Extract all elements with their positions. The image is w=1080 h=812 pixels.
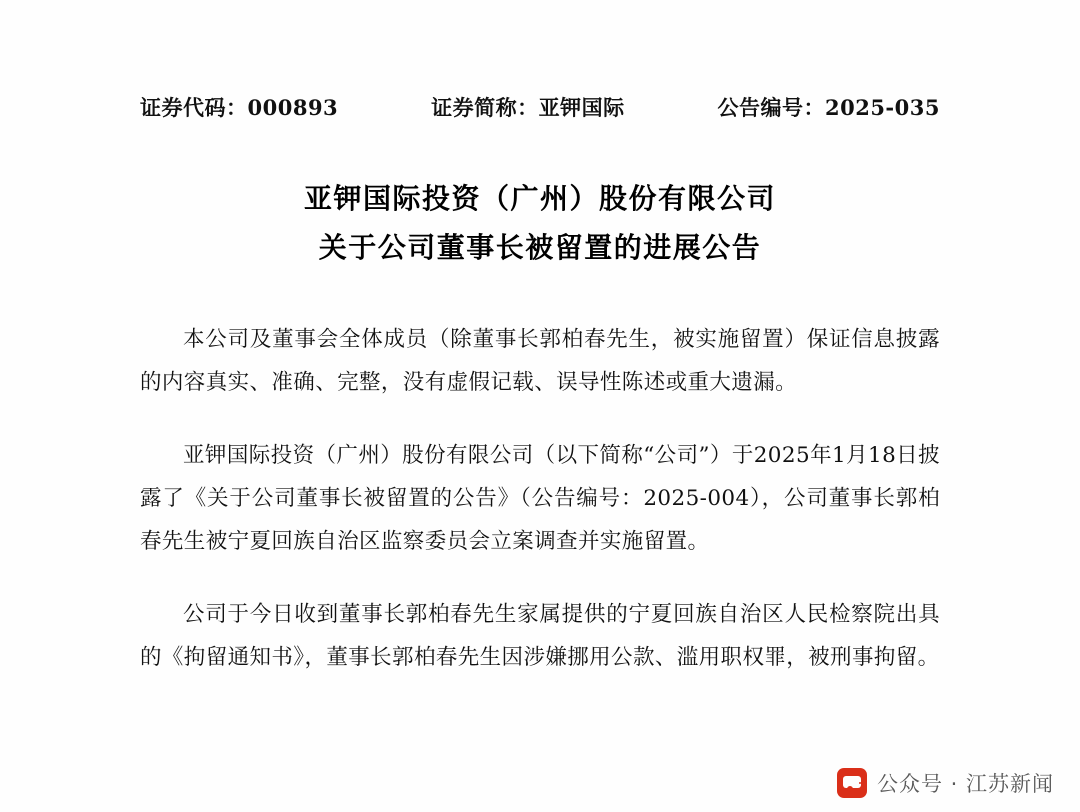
title-line-company: 亚钾国际投资（广州）股份有限公司	[303, 182, 776, 215]
document-header	[140, 0, 940, 122]
paragraph-disclaimer: 本公司及董事会全体成员（除董事长郭柏春先生，被实施留置）保证信息披露的内容真实、准确、完整，没有虚假记载、误导性陈述或重大遗漏。	[140, 327, 940, 395]
document-body	[140, 318, 940, 679]
security-abbreviation	[431, 92, 625, 122]
announcement-number-value: 2025-035	[824, 95, 940, 120]
security-code	[140, 92, 338, 122]
security-code-label: 证券代码：	[140, 95, 248, 120]
announcement-number	[717, 92, 940, 122]
security-abbreviation-label: 证券简称：	[431, 95, 539, 120]
security-code-value: 000893	[247, 95, 339, 120]
paragraph-background: 亚钾国际投资（广州）股份有限公司（以下简称“公司”）于2025年1月18日披露了《关于公司董事长被留置的公告》（公告编号：2025-004），公司董事长郭柏春先生被宁夏回族自治区监察委员会立案调查并实施留置。	[140, 443, 940, 554]
announcement-number-label: 公告编号：	[717, 95, 825, 120]
security-abbreviation-value: 亚钾国际	[538, 95, 625, 120]
paragraph-update: 公司于今日收到董事长郭柏春先生家属提供的宁夏回族自治区人民检察院出具的《拘留通知书》，董事长郭柏春先生因涉嫌挪用公款、滥用职权罪，被刑事拘留。	[140, 602, 940, 670]
watermark	[837, 768, 1054, 798]
document-title	[140, 174, 940, 272]
title-line-subject: 关于公司董事长被留置的进展公告	[318, 231, 762, 264]
watermark-text: 公众号 · 江苏新闻	[876, 772, 1054, 796]
wechat-official-account-icon	[837, 768, 867, 798]
